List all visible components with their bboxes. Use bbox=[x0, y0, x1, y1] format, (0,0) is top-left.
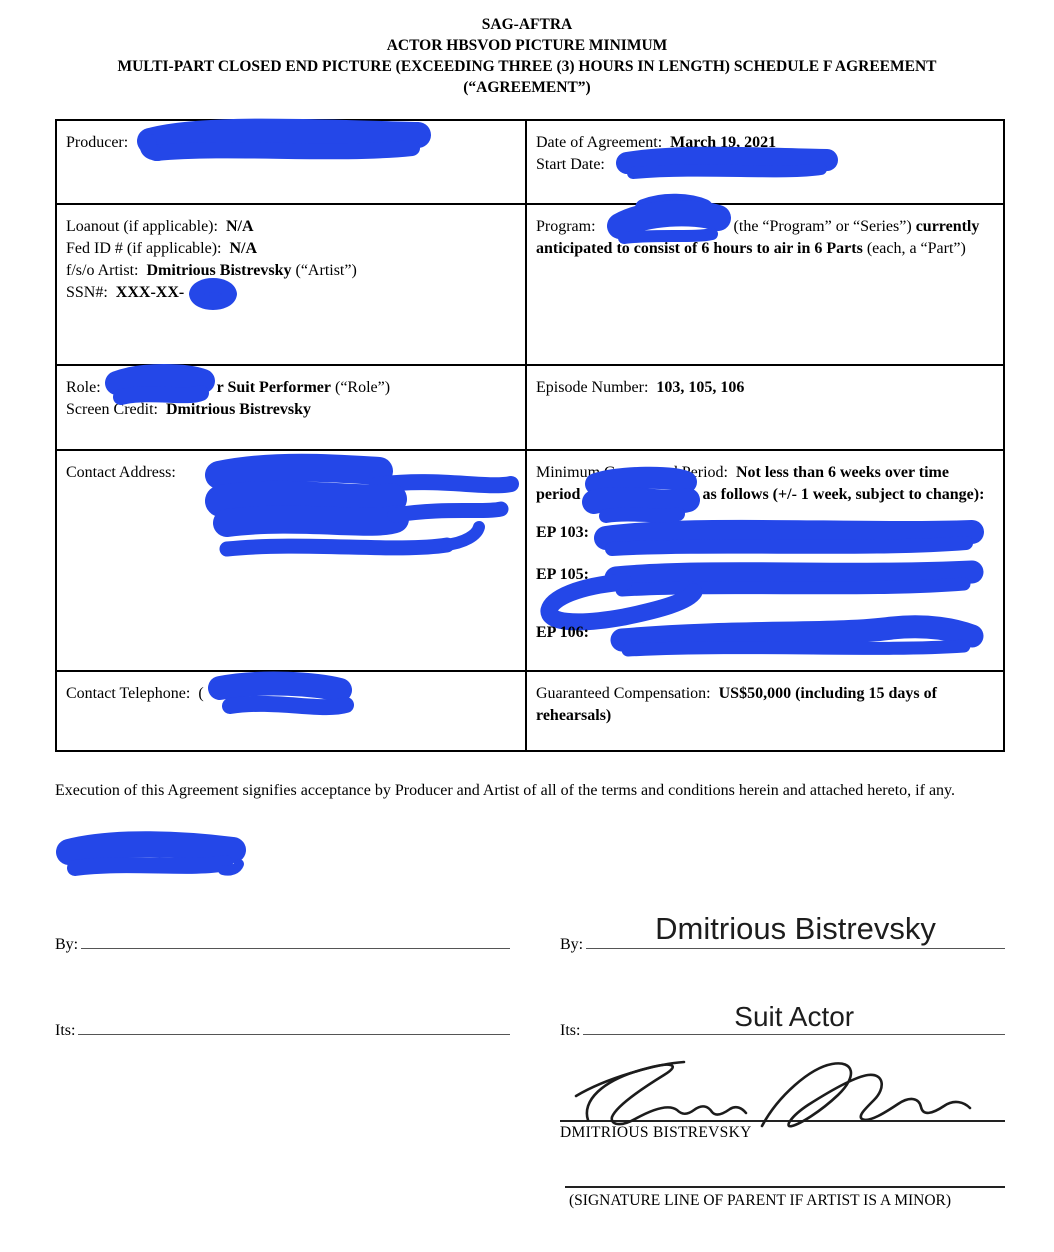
by-signature-row bbox=[55, 911, 1005, 954]
ep106-row bbox=[536, 622, 991, 654]
ep106-label: EP 106: bbox=[536, 624, 589, 641]
fed-id-label: Fed ID # (if applicable): bbox=[66, 240, 222, 257]
title-line-3: MULTI-PART CLOSED END PICTURE (EXCEEDING THREE (3) HOURS IN LENGTH) SCHEDULE F AGREEMENT bbox=[117, 58, 937, 75]
screen-credit-value: Dmitrious Bistrevsky bbox=[165, 401, 312, 418]
handwritten-signature bbox=[566, 1054, 986, 1132]
redaction-mgp-period bbox=[582, 470, 700, 526]
cell-episode-number bbox=[527, 366, 1003, 451]
fso-artist-suffix: (“Artist”) bbox=[295, 262, 357, 279]
producer-by-line bbox=[81, 928, 510, 949]
ep105-label: EP 105: bbox=[536, 566, 589, 583]
cell-role bbox=[57, 366, 527, 451]
redaction-producer-name bbox=[134, 119, 436, 163]
redaction-ep106 bbox=[536, 616, 988, 660]
program-suffix: (the “Program” or “Series”) bbox=[733, 218, 912, 235]
contact-telephone-paren: ( bbox=[198, 685, 204, 702]
cell-contact-address bbox=[57, 451, 527, 672]
date-of-agreement-label: Date of Agreement: bbox=[536, 134, 663, 151]
cell-program bbox=[527, 205, 1003, 366]
episode-number-value: 103, 105, 106 bbox=[656, 379, 745, 396]
redaction-telephone bbox=[204, 672, 354, 720]
minor-signature-block bbox=[565, 1186, 1005, 1210]
cell-contact-telephone bbox=[57, 672, 527, 750]
producer-its-line bbox=[78, 1014, 510, 1035]
fso-artist-value: Dmitrious Bistrevsky bbox=[146, 262, 292, 279]
artist-typed-title: Suit Actor bbox=[734, 1001, 855, 1032]
title-line-1: SAG-AFTRA bbox=[481, 16, 573, 33]
producer-by-field bbox=[55, 928, 510, 954]
program-bold: currently anticipated to consist of 6 hours to air in 6 Parts bbox=[536, 218, 980, 257]
title-line-4: (“AGREEMENT”) bbox=[463, 79, 591, 96]
loanout-value: N/A bbox=[225, 218, 254, 235]
fso-artist-label: f/s/o Artist: bbox=[66, 262, 139, 279]
role-visible-text: r Suit Performer bbox=[216, 379, 331, 396]
role-suffix: (“Role”) bbox=[335, 379, 391, 396]
compensation-label: Guaranteed Compensation: bbox=[536, 685, 711, 702]
episode-number-label: Episode Number: bbox=[536, 379, 649, 396]
cell-producer bbox=[57, 121, 527, 205]
mgp-bold-1: Not less than 6 weeks over time period bbox=[536, 464, 949, 503]
producer-its-label: Its: bbox=[55, 1022, 76, 1039]
artist-its-label: Its: bbox=[560, 1022, 581, 1039]
contact-telephone-label: Contact Telephone: bbox=[66, 685, 191, 702]
redaction-role bbox=[103, 365, 217, 409]
artist-by-line bbox=[586, 911, 1005, 949]
screen-credit-label: Screen Credit: bbox=[66, 401, 158, 418]
artist-signature-block bbox=[560, 1054, 1005, 1142]
cell-guaranteed-period bbox=[527, 451, 1003, 672]
mgp-bold-2: as follows (+/- 1 week, subject to change): bbox=[702, 486, 985, 503]
ep103-row bbox=[536, 522, 991, 554]
ep103-label: EP 103: bbox=[536, 524, 589, 541]
execution-paragraph: Execution of this Agreement signifies acceptance by Producer and Artist of all of the terms and conditions herein and attached hereto, if any. bbox=[55, 782, 955, 799]
program-label: Program: bbox=[536, 218, 596, 235]
redaction-contact-address bbox=[195, 457, 525, 569]
redaction-start-date bbox=[613, 147, 841, 181]
redaction-ssn bbox=[184, 274, 238, 314]
producer-its-field bbox=[55, 1014, 510, 1040]
fed-id-value: N/A bbox=[229, 240, 258, 257]
program-tail: (each, a “Part”) bbox=[866, 240, 966, 257]
start-date-label: Start Date: bbox=[536, 156, 605, 173]
cell-compensation bbox=[527, 672, 1003, 750]
redaction-producer-signature bbox=[55, 832, 251, 878]
cell-artist-info bbox=[57, 205, 527, 366]
artist-by-label: By: bbox=[560, 936, 584, 953]
artist-its-line bbox=[583, 1001, 1005, 1035]
minor-signature-line bbox=[565, 1186, 1005, 1188]
ssn-label: SSN#: bbox=[66, 284, 108, 301]
artist-by-field bbox=[560, 911, 1005, 954]
producer-label: Producer: bbox=[66, 134, 129, 151]
role-label: Role: bbox=[66, 379, 101, 396]
agreement-table bbox=[55, 119, 1005, 752]
cell-dates bbox=[527, 121, 1003, 205]
its-signature-row bbox=[55, 1001, 1005, 1040]
title-line-2: ACTOR HBSVOD PICTURE MINIMUM bbox=[386, 37, 668, 54]
producer-signature-area bbox=[55, 832, 1054, 878]
mgp-label: Minimum Guaranteed Period: bbox=[536, 464, 728, 481]
document-title bbox=[0, 14, 1054, 98]
artist-its-field bbox=[560, 1001, 1005, 1040]
ssn-value: XXX-XX- bbox=[115, 284, 185, 301]
producer-by-label: By: bbox=[55, 936, 79, 953]
loanout-label: Loanout (if applicable): bbox=[66, 218, 218, 235]
artist-typed-name: Dmitrious Bistrevsky bbox=[655, 911, 936, 946]
artist-printed-name: DMITRIOUS BISTREVSKY bbox=[560, 1124, 752, 1141]
minor-signature-caption: (SIGNATURE LINE OF PARENT IF ARTIST IS A MINOR) bbox=[569, 1192, 952, 1209]
contact-address-label: Contact Address: bbox=[66, 464, 176, 481]
ep105-row bbox=[536, 564, 991, 596]
compensation-value: US$50,000 (including 15 days of rehearsals) bbox=[536, 685, 937, 724]
date-of-agreement-value: March 19, 2021 bbox=[670, 134, 777, 151]
redaction-program-name bbox=[604, 196, 734, 246]
